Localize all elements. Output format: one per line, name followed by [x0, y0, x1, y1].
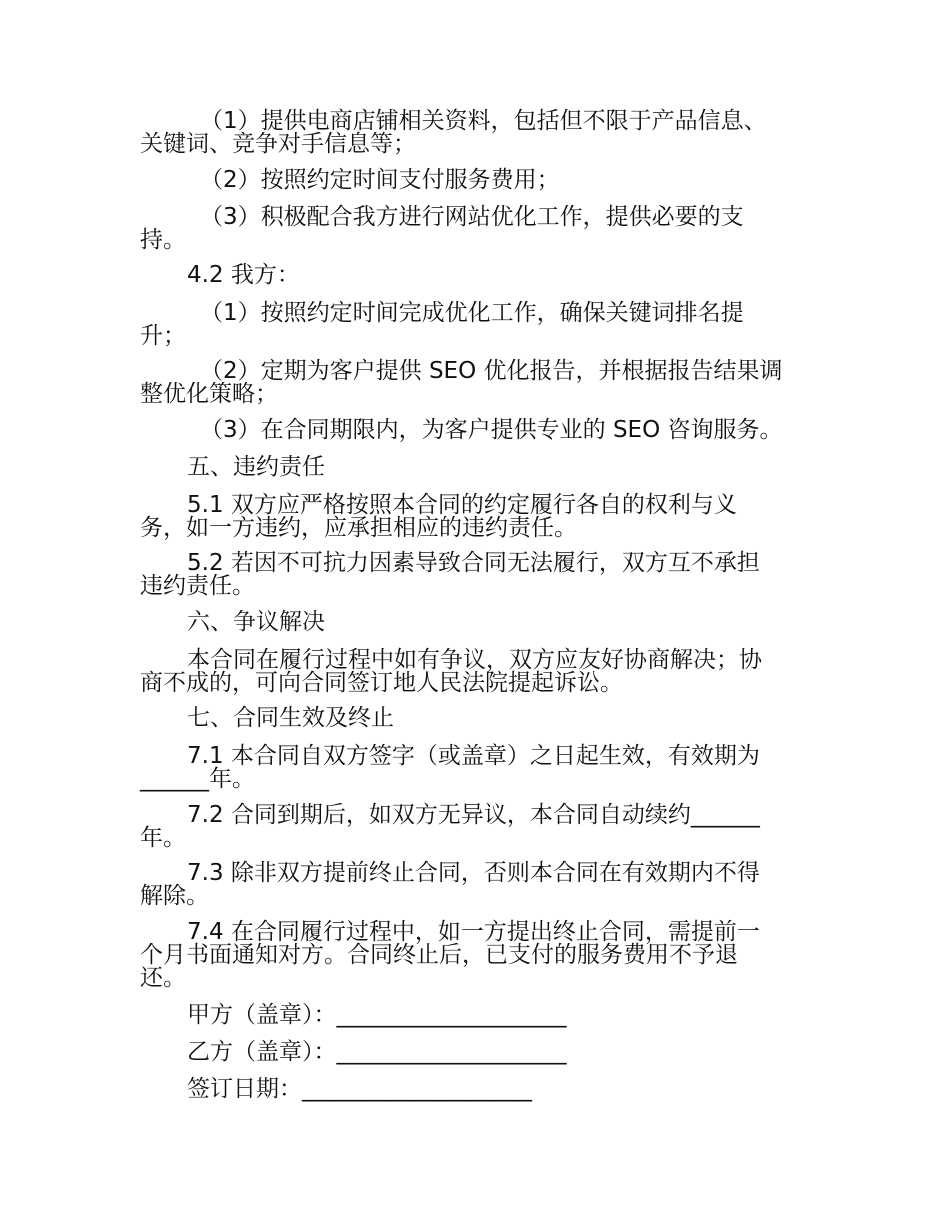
text-line: 五、违约责任 [187, 454, 325, 480]
text-line: 签订日期：____________________ [187, 1076, 532, 1102]
text-line: ______年。 [140, 766, 255, 792]
text-line: 个月书面通知对方。合同终止后，已支付的服务费用不予退 [140, 942, 738, 968]
text-line: 甲方（盖章）：____________________ [187, 1002, 567, 1028]
text-line: （3）在合同期限内，为客户提供专业的 SEO 咨询服务。 [200, 417, 783, 443]
clause-7-3 [140, 862, 808, 908]
signing-date-line [140, 1078, 808, 1101]
clause-4-1-item-3 [140, 206, 808, 252]
text-line: （1）按照约定时间完成优化工作，确保关键词排名提 [200, 300, 744, 326]
text-line: 七、合同生效及终止 [187, 705, 394, 731]
text-line: 5.2 若因不可抗力因素导致合同无法履行，双方互不承担 [187, 550, 760, 576]
section-5-heading [140, 456, 808, 479]
text-line: 7.2 合同到期后，如双方无异议，本合同自动续约______ [187, 802, 760, 828]
text-line: 升； [140, 323, 186, 349]
section-7-heading [140, 707, 808, 730]
clause-6-body [140, 649, 808, 695]
text-line: 本合同在履行过程中如有争议，双方应友好协商解决；协 [187, 647, 762, 673]
clause-4-2-item-3 [140, 419, 808, 442]
text-line: （2）按照约定时间支付服务费用； [200, 167, 560, 193]
clause-4-2-heading [140, 264, 808, 287]
clause-7-2 [140, 804, 808, 850]
text-line: （1）提供电商店铺相关资料，包括但不限于产品信息、 [200, 108, 767, 134]
text-line: 7.4 在合同履行过程中，如一方提出终止合同，需提前一 [187, 919, 760, 945]
clause-5-1 [140, 494, 808, 540]
text-line: 违约责任。 [140, 573, 255, 599]
text-line: 关键词、竞争对手信息等； [140, 131, 416, 157]
text-line: 7.1 本合同自双方签字（或盖章）之日起生效，有效期为 [187, 743, 760, 769]
text-line: （2）定期为客户提供 SEO 优化报告，并根据报告结果调 [200, 358, 783, 384]
text-line: 六、争议解决 [187, 609, 325, 635]
text-line: 解除。 [140, 883, 209, 909]
clause-7-1 [140, 745, 808, 791]
text-line: 务，如一方违约，应承担相应的违约责任。 [140, 515, 577, 541]
clause-4-2-item-1 [140, 302, 808, 348]
clause-4-1-item-2 [140, 169, 808, 192]
clause-4-1-item-1 [140, 110, 808, 156]
section-6-heading [140, 611, 808, 634]
party-a-signature-line [140, 1004, 808, 1027]
text-line: 持。 [140, 227, 186, 253]
text-line: 商不成的，可向合同签订地人民法院提起诉讼。 [140, 670, 623, 696]
text-line: 年。 [140, 825, 186, 851]
text-line: 5.1 双方应严格按照本合同的约定履行各自的权利与义 [187, 492, 737, 518]
clause-4-2-item-2 [140, 360, 808, 406]
text-line: 7.3 除非双方提前终止合同，否则本合同在有效期内不得 [187, 860, 760, 886]
text-line: 整优化策略； [140, 381, 278, 407]
party-b-signature-line [140, 1041, 808, 1064]
text-line: 还。 [140, 965, 186, 991]
clause-7-4 [140, 921, 808, 990]
text-line: （3）积极配合我方进行网站优化工作，提供必要的支 [200, 204, 744, 230]
text-line: 乙方（盖章）：____________________ [187, 1039, 567, 1065]
text-line: 4.2 我方： [187, 262, 300, 288]
clause-5-2 [140, 552, 808, 598]
